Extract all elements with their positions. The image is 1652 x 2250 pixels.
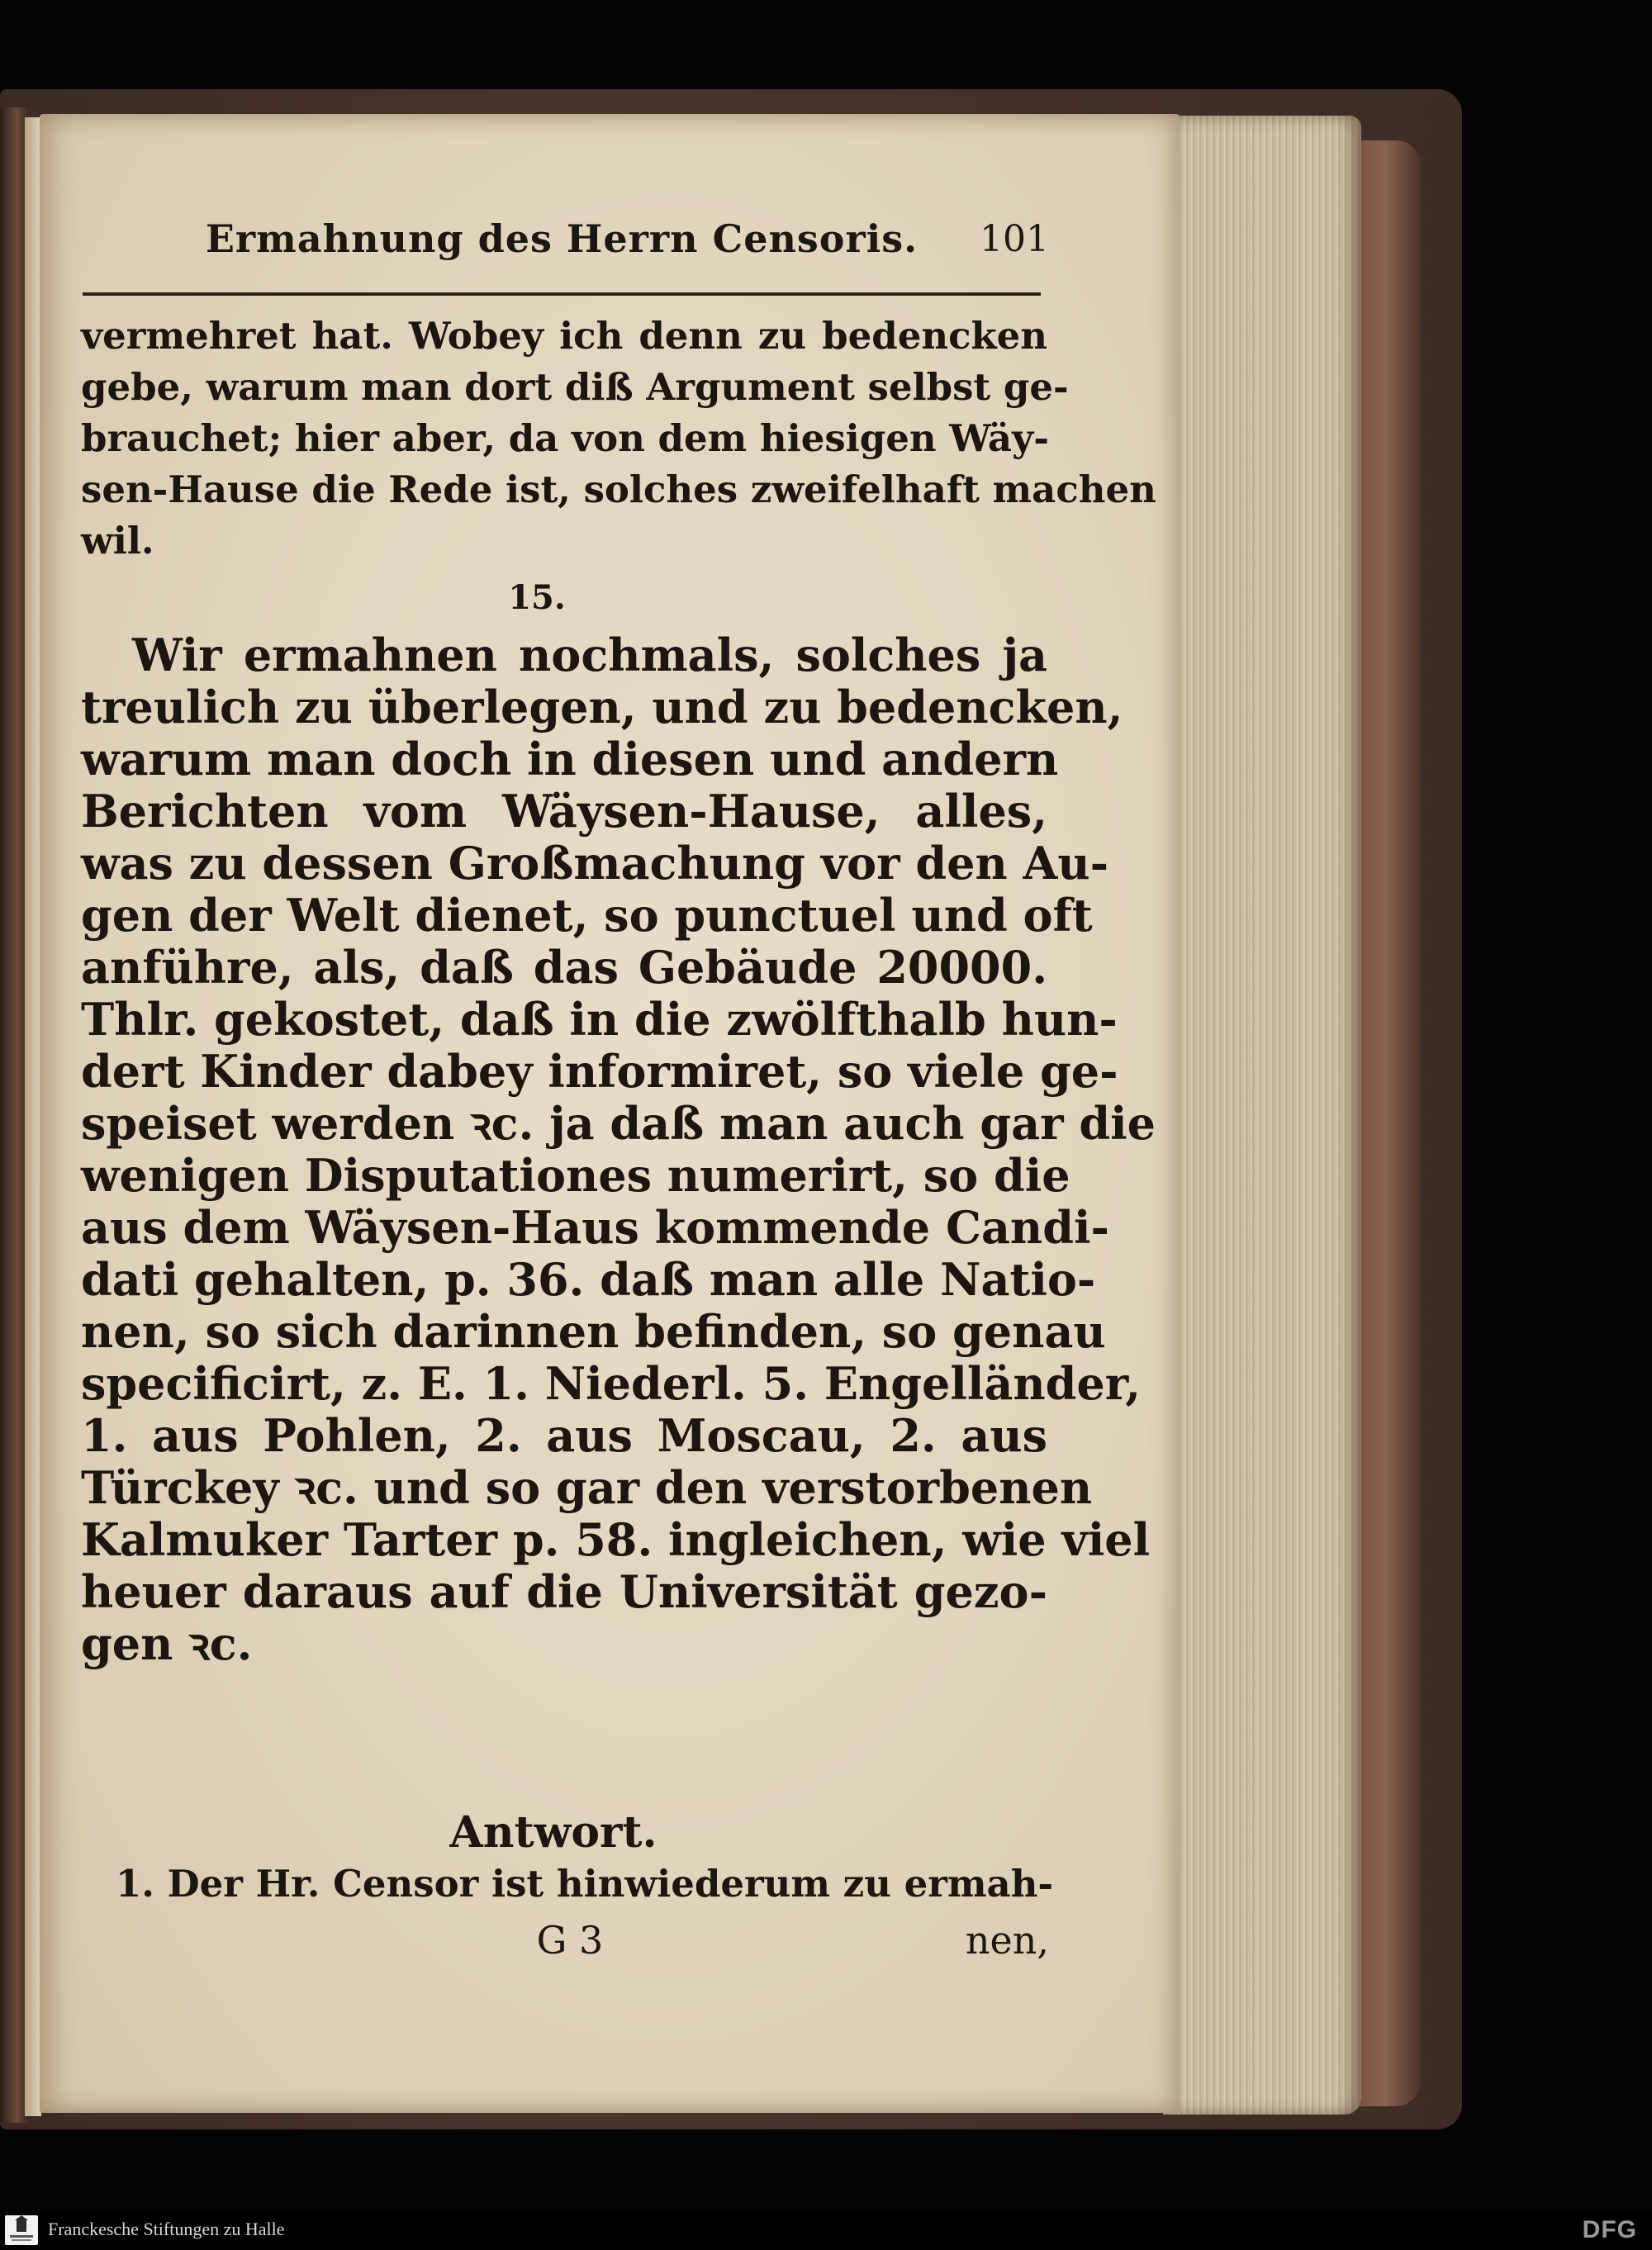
text-line: gen der Welt dienet, so punctuel und oft [81, 889, 1093, 942]
text-line: was zu dessen Großmachung vor den Au- [81, 837, 1109, 890]
text-line: warum man doch in diesen und andern [81, 733, 1059, 786]
answer-heading: Antwort. [449, 1807, 657, 1858]
section-number: 15. [508, 578, 566, 617]
running-title: Ermahnung des Herrn Censoris. [205, 216, 919, 261]
text-line: sen-Hause die Rede ist, solches zweifelhaft machen [81, 468, 1156, 511]
footer-bar [0, 2210, 1652, 2250]
text-line: heuer daraus auf die Universität gezo- [81, 1565, 1047, 1618]
text-line: aus dem Wäysen-Haus kommende Candi- [81, 1201, 1109, 1254]
page-number: 101 [980, 218, 1049, 260]
text-line: 1. aus Pohlen, 2. aus Moscau, 2. aus [81, 1409, 1047, 1462]
text-line: Wir ermahnen nochmals, solches ja [132, 629, 1047, 681]
running-head [190, 216, 1049, 274]
text-line: anführe, als, daß das Gebäude 20000. [81, 941, 1047, 994]
text-line: 1. Der Hr. Censor ist hinwiederum zu ermah- [116, 1862, 1054, 1906]
footer-institution: Franckesche Stiftungen zu Halle [48, 2219, 285, 2239]
left-page-edge [25, 117, 41, 2116]
catchword: nen, [965, 1918, 1049, 1963]
footer-funder: DFG [1582, 2216, 1637, 2243]
text-line: Kalmuker Tarter p. 58. ingleichen, wie viel [81, 1513, 1151, 1566]
text-line: gebe, warum man dort diß Argument selbst ge- [81, 365, 1069, 409]
text-line: vermehret hat. Wobey ich denn zu bedencken [81, 314, 1047, 358]
text-line: wil. [81, 519, 154, 562]
header-rule [83, 292, 1041, 296]
text-line: dert Kinder dabey informiret, so viele ge- [81, 1045, 1118, 1098]
text-line: specificirt, z. E. 1. Niederl. 5. Engelländer, [81, 1357, 1142, 1410]
text-line: nen, so sich darinnen befinden, so genau [81, 1305, 1106, 1358]
text-line: Türckey ꝛc. und so gar den verstorbenen [81, 1461, 1093, 1514]
text-line: brauchet; hier aber, da von dem hiesigen Wäy- [81, 416, 1049, 460]
text-line: gen ꝛc. [81, 1617, 253, 1670]
text-line: speiset werden ꝛc. ja daß man auch gar die [81, 1097, 1156, 1150]
book-spine [0, 107, 28, 2123]
page-fore-edge [1163, 116, 1361, 2115]
signature-mark: G 3 [536, 1918, 604, 1963]
text-line: dati gehalten, p. 36. daß man alle Natio- [81, 1253, 1096, 1306]
franckesche-stiftungen-logo-icon [5, 2215, 38, 2245]
text-line: Thlr. gekostet, daß in die zwölfthalb hun- [81, 993, 1118, 1046]
text-line: wenigen Disputationes numerirt, so die [81, 1149, 1070, 1202]
text-line: treulich zu überlegen, und zu bedencken, [81, 681, 1123, 733]
text-line: Berichten vom Wäysen-Hause, alles, [81, 785, 1047, 838]
